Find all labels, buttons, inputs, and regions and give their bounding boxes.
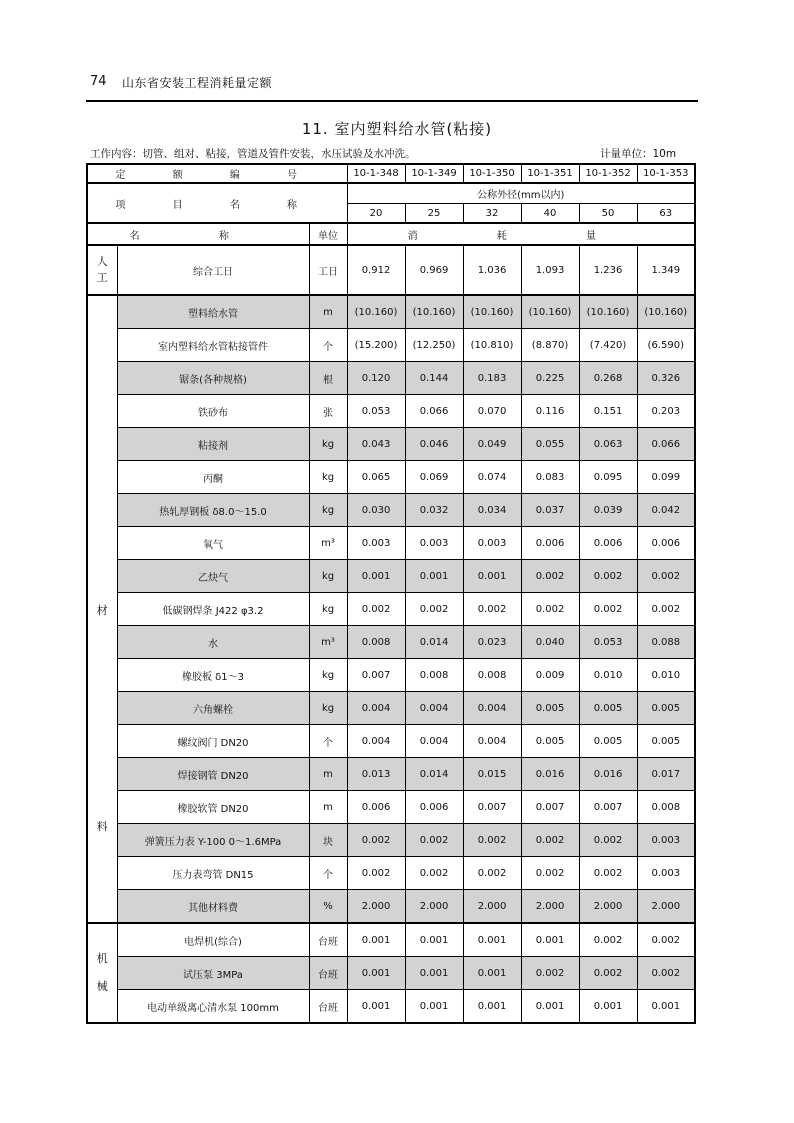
value-cell: 0.004 xyxy=(347,725,405,758)
value-cell: 0.034 xyxy=(463,494,521,527)
value-cell: 0.002 xyxy=(579,923,637,957)
table-row xyxy=(87,659,695,692)
diameter-cell: 50 xyxy=(579,204,637,224)
value-cell: 0.005 xyxy=(637,725,695,758)
quota-table xyxy=(86,163,696,1024)
item-unit: kg xyxy=(309,560,347,593)
value-cell: 0.002 xyxy=(405,857,463,890)
value-cell: 0.007 xyxy=(579,791,637,824)
value-cell: 0.001 xyxy=(405,990,463,1024)
value-cell: 0.002 xyxy=(405,593,463,626)
table-row xyxy=(87,824,695,857)
item-name: 电焊机(综合) xyxy=(117,923,309,957)
value-cell: 0.069 xyxy=(405,461,463,494)
item-name: 弹簧压力表 Y-100 0～1.6MPa xyxy=(117,824,309,857)
value-cell: 0.015 xyxy=(463,758,521,791)
table-row xyxy=(87,245,695,295)
value-cell: 1.236 xyxy=(579,245,637,295)
table-row xyxy=(87,428,695,461)
value-cell: 0.006 xyxy=(579,527,637,560)
code-cell: 10-1-351 xyxy=(521,164,579,183)
value-cell: 0.002 xyxy=(521,593,579,626)
value-cell: 0.183 xyxy=(463,362,521,395)
section-title: 11. 室内塑料给水管(粘接) xyxy=(301,120,493,138)
value-cell: 0.002 xyxy=(405,824,463,857)
value-cell: 0.007 xyxy=(463,791,521,824)
value-cell: 0.014 xyxy=(405,758,463,791)
value-cell: 0.002 xyxy=(637,560,695,593)
value-cell: 0.004 xyxy=(405,725,463,758)
value-cell: 0.043 xyxy=(347,428,405,461)
value-cell: 0.969 xyxy=(405,245,463,295)
value-cell: 0.001 xyxy=(463,990,521,1024)
value-cell: (10.160) xyxy=(463,295,521,329)
value-cell: 0.039 xyxy=(579,494,637,527)
value-cell: 0.023 xyxy=(463,626,521,659)
value-cell: 0.912 xyxy=(347,245,405,295)
value-cell: 1.036 xyxy=(463,245,521,295)
value-cell: (10.160) xyxy=(347,295,405,329)
item-name: 焊接钢管 DN20 xyxy=(117,758,309,791)
item-name: 综合工日 xyxy=(117,245,309,295)
item-unit: m³ xyxy=(309,527,347,560)
value-cell: 0.001 xyxy=(347,957,405,990)
value-cell: 0.002 xyxy=(579,824,637,857)
code-cell: 10-1-350 xyxy=(463,164,521,183)
item-name: 试压泵 3MPa xyxy=(117,957,309,990)
value-cell: 0.003 xyxy=(463,527,521,560)
table-row xyxy=(87,461,695,494)
diameter-cell: 25 xyxy=(405,204,463,224)
item-name: 塑料给水管 xyxy=(117,295,309,329)
value-cell: 0.268 xyxy=(579,362,637,395)
item-name: 六角螺栓 xyxy=(117,692,309,725)
value-cell: 0.001 xyxy=(463,923,521,957)
value-cell: 0.010 xyxy=(579,659,637,692)
value-cell: 0.004 xyxy=(463,725,521,758)
diameter-cell: 40 xyxy=(521,204,579,224)
value-cell: 0.004 xyxy=(405,692,463,725)
value-cell: 0.063 xyxy=(579,428,637,461)
value-cell: (7.420) xyxy=(579,329,637,362)
item-name: 丙酮 xyxy=(117,461,309,494)
value-cell: 0.006 xyxy=(405,791,463,824)
code-cell: 10-1-352 xyxy=(579,164,637,183)
item-name: 氧气 xyxy=(117,527,309,560)
item-name: 水 xyxy=(117,626,309,659)
table-row xyxy=(87,990,695,1024)
value-cell: 0.002 xyxy=(521,560,579,593)
table-row xyxy=(87,626,695,659)
value-cell: 0.008 xyxy=(637,791,695,824)
value-cell: 0.004 xyxy=(347,692,405,725)
value-cell: 0.006 xyxy=(521,527,579,560)
value-cell: 0.005 xyxy=(579,692,637,725)
name-label: 名 称 xyxy=(87,223,309,245)
value-cell: 0.203 xyxy=(637,395,695,428)
value-cell: 0.008 xyxy=(347,626,405,659)
category-machine-char-1: 机 xyxy=(96,952,108,965)
item-unit: 张 xyxy=(309,395,347,428)
value-cell: 0.002 xyxy=(637,923,695,957)
table-row xyxy=(87,758,695,791)
table-row xyxy=(87,527,695,560)
value-cell: (10.160) xyxy=(579,295,637,329)
value-cell: 0.002 xyxy=(463,857,521,890)
table-row xyxy=(87,329,695,362)
table-row xyxy=(87,957,695,990)
value-cell: 0.010 xyxy=(637,659,695,692)
value-cell: 0.006 xyxy=(637,527,695,560)
item-unit: 台班 xyxy=(309,990,347,1024)
value-cell: 0.002 xyxy=(637,957,695,990)
item-unit: kg xyxy=(309,593,347,626)
value-cell: 0.001 xyxy=(637,990,695,1024)
value-cell: 0.144 xyxy=(405,362,463,395)
item-name: 压力表弯管 DN15 xyxy=(117,857,309,890)
value-cell: 0.002 xyxy=(579,957,637,990)
value-cell: 0.001 xyxy=(463,560,521,593)
item-unit: 台班 xyxy=(309,923,347,957)
value-cell: 2.000 xyxy=(579,890,637,924)
code-label: 定 额 编 号 xyxy=(87,164,347,183)
table-row xyxy=(87,791,695,824)
code-cell: 10-1-348 xyxy=(347,164,405,183)
value-cell: 0.046 xyxy=(405,428,463,461)
value-cell: 0.074 xyxy=(463,461,521,494)
item-unit: kg xyxy=(309,692,347,725)
item-name: 乙炔气 xyxy=(117,560,309,593)
value-cell: 0.002 xyxy=(521,857,579,890)
value-cell: (10.160) xyxy=(521,295,579,329)
item-unit: 个 xyxy=(309,725,347,758)
consumption-label: 消 耗 量 xyxy=(347,223,695,245)
value-cell: 0.037 xyxy=(521,494,579,527)
item-name: 室内塑料给水管粘接管件 xyxy=(117,329,309,362)
item-unit: kg xyxy=(309,659,347,692)
diameter-label-row xyxy=(87,183,695,204)
value-cell: 0.326 xyxy=(637,362,695,395)
table-row xyxy=(87,295,695,329)
value-cell: 2.000 xyxy=(463,890,521,924)
diameter-cell: 63 xyxy=(637,204,695,224)
value-cell: 0.007 xyxy=(347,659,405,692)
item-unit: 台班 xyxy=(309,957,347,990)
value-cell: 0.009 xyxy=(521,659,579,692)
value-cell: 0.088 xyxy=(637,626,695,659)
value-cell: 0.001 xyxy=(347,560,405,593)
value-cell: 0.002 xyxy=(637,593,695,626)
value-cell: 0.001 xyxy=(579,990,637,1024)
value-cell: 0.001 xyxy=(347,923,405,957)
value-cell: 0.003 xyxy=(405,527,463,560)
item-unit: kg xyxy=(309,428,347,461)
value-cell: 0.002 xyxy=(463,593,521,626)
value-cell: 0.002 xyxy=(579,857,637,890)
value-cell: 0.099 xyxy=(637,461,695,494)
value-cell: 0.017 xyxy=(637,758,695,791)
value-cell: 0.014 xyxy=(405,626,463,659)
code-row xyxy=(87,164,695,183)
item-name: 锯条(各种规格) xyxy=(117,362,309,395)
item-unit: 个 xyxy=(309,857,347,890)
value-cell: 0.032 xyxy=(405,494,463,527)
value-cell: 0.008 xyxy=(405,659,463,692)
table-row xyxy=(87,395,695,428)
value-cell: 0.225 xyxy=(521,362,579,395)
value-cell: 0.095 xyxy=(579,461,637,494)
value-cell: 0.066 xyxy=(637,428,695,461)
item-name: 粘接剂 xyxy=(117,428,309,461)
value-cell: 0.002 xyxy=(347,857,405,890)
unit-label: 单位 xyxy=(309,223,347,245)
value-cell: 0.005 xyxy=(637,692,695,725)
value-cell: (15.200) xyxy=(347,329,405,362)
value-cell: 0.040 xyxy=(521,626,579,659)
diameter-cell: 32 xyxy=(463,204,521,224)
table-row xyxy=(87,890,695,924)
table-row xyxy=(87,593,695,626)
value-cell: 0.002 xyxy=(579,560,637,593)
value-cell: 0.116 xyxy=(521,395,579,428)
value-cell: 1.349 xyxy=(637,245,695,295)
value-cell: (10.810) xyxy=(463,329,521,362)
item-name: 橡胶板 δ1～3 xyxy=(117,659,309,692)
table-row xyxy=(87,857,695,890)
item-unit: 块 xyxy=(309,824,347,857)
item-unit: % xyxy=(309,890,347,924)
unit-note: 计量单位：10m xyxy=(600,148,677,160)
value-cell: 0.005 xyxy=(521,692,579,725)
value-cell: 0.055 xyxy=(521,428,579,461)
category-machine-char-2: 械 xyxy=(96,980,108,993)
value-cell: (6.590) xyxy=(637,329,695,362)
work-content: 工作内容：切管、组对、粘接，管道及管件安装，水压试验及水冲洗。 xyxy=(90,148,416,160)
value-cell: 1.093 xyxy=(521,245,579,295)
value-cell: 2.000 xyxy=(521,890,579,924)
value-cell: 0.042 xyxy=(637,494,695,527)
value-cell: 0.016 xyxy=(579,758,637,791)
diameter-label: 公称外径(mm以内) xyxy=(347,183,695,204)
value-cell: 0.053 xyxy=(579,626,637,659)
item-unit: m xyxy=(309,295,347,329)
item-unit: kg xyxy=(309,494,347,527)
value-cell: 0.005 xyxy=(579,725,637,758)
value-cell: 0.001 xyxy=(405,560,463,593)
item-unit: kg xyxy=(309,461,347,494)
table-row xyxy=(87,692,695,725)
item-unit: m³ xyxy=(309,626,347,659)
value-cell: 0.002 xyxy=(521,957,579,990)
value-cell: 0.003 xyxy=(637,857,695,890)
value-cell: (10.160) xyxy=(637,295,695,329)
value-cell: (12.250) xyxy=(405,329,463,362)
table-row xyxy=(87,560,695,593)
value-cell: 0.016 xyxy=(521,758,579,791)
value-cell: 0.002 xyxy=(521,824,579,857)
value-cell: 0.001 xyxy=(405,923,463,957)
item-name: 其他材料费 xyxy=(117,890,309,924)
code-cell: 10-1-349 xyxy=(405,164,463,183)
value-cell: 0.120 xyxy=(347,362,405,395)
page-number: 74 xyxy=(90,74,107,89)
value-cell: 0.013 xyxy=(347,758,405,791)
value-cell: 0.065 xyxy=(347,461,405,494)
table-row xyxy=(87,494,695,527)
table-row xyxy=(87,725,695,758)
item-name: 电动单级离心清水泵 100mm xyxy=(117,990,309,1024)
value-cell: 0.053 xyxy=(347,395,405,428)
value-cell: (10.160) xyxy=(405,295,463,329)
value-cell: 0.151 xyxy=(579,395,637,428)
category-material-char-2: 料 xyxy=(96,820,108,833)
table-row xyxy=(87,923,695,957)
value-cell: 0.002 xyxy=(463,824,521,857)
value-cell: 0.001 xyxy=(521,990,579,1024)
item-name: 橡胶软管 DN20 xyxy=(117,791,309,824)
value-cell: 2.000 xyxy=(347,890,405,924)
value-cell: 0.001 xyxy=(521,923,579,957)
value-cell: 0.007 xyxy=(521,791,579,824)
value-cell: (8.870) xyxy=(521,329,579,362)
item-label: 项 目 名 称 xyxy=(87,183,347,223)
item-name: 螺纹阀门 DN20 xyxy=(117,725,309,758)
item-unit: m xyxy=(309,791,347,824)
category-material-char-1: 材 xyxy=(96,604,108,617)
book-title: 山东省安装工程消耗量定额 xyxy=(122,76,273,90)
category-material xyxy=(87,295,117,923)
value-cell: 0.006 xyxy=(347,791,405,824)
value-cell: 0.030 xyxy=(347,494,405,527)
item-name: 热轧厚钢板 δ8.0～15.0 xyxy=(117,494,309,527)
item-unit: m xyxy=(309,758,347,791)
category-labor: 人工 xyxy=(87,245,117,295)
value-cell: 0.008 xyxy=(463,659,521,692)
item-unit: 个 xyxy=(309,329,347,362)
value-cell: 0.001 xyxy=(405,957,463,990)
category-machine xyxy=(87,923,117,1023)
item-name: 低碳钢焊条 J422 φ3.2 xyxy=(117,593,309,626)
value-cell: 0.083 xyxy=(521,461,579,494)
value-cell: 2.000 xyxy=(405,890,463,924)
column-header-row xyxy=(87,223,695,245)
code-cell: 10-1-353 xyxy=(637,164,695,183)
table-body xyxy=(87,245,695,1023)
value-cell: 0.003 xyxy=(637,824,695,857)
value-cell: 2.000 xyxy=(637,890,695,924)
value-cell: 0.002 xyxy=(347,593,405,626)
value-cell: 0.002 xyxy=(347,824,405,857)
header-rule xyxy=(86,100,698,102)
item-unit: 工日 xyxy=(309,245,347,295)
value-cell: 0.070 xyxy=(463,395,521,428)
diameter-cell: 20 xyxy=(347,204,405,224)
value-cell: 0.005 xyxy=(521,725,579,758)
value-cell: 0.049 xyxy=(463,428,521,461)
value-cell: 0.004 xyxy=(463,692,521,725)
item-name: 铁砂布 xyxy=(117,395,309,428)
table-row xyxy=(87,362,695,395)
value-cell: 0.003 xyxy=(347,527,405,560)
value-cell: 0.002 xyxy=(579,593,637,626)
item-unit: 根 xyxy=(309,362,347,395)
value-cell: 0.001 xyxy=(463,957,521,990)
value-cell: 0.066 xyxy=(405,395,463,428)
value-cell: 0.001 xyxy=(347,990,405,1024)
